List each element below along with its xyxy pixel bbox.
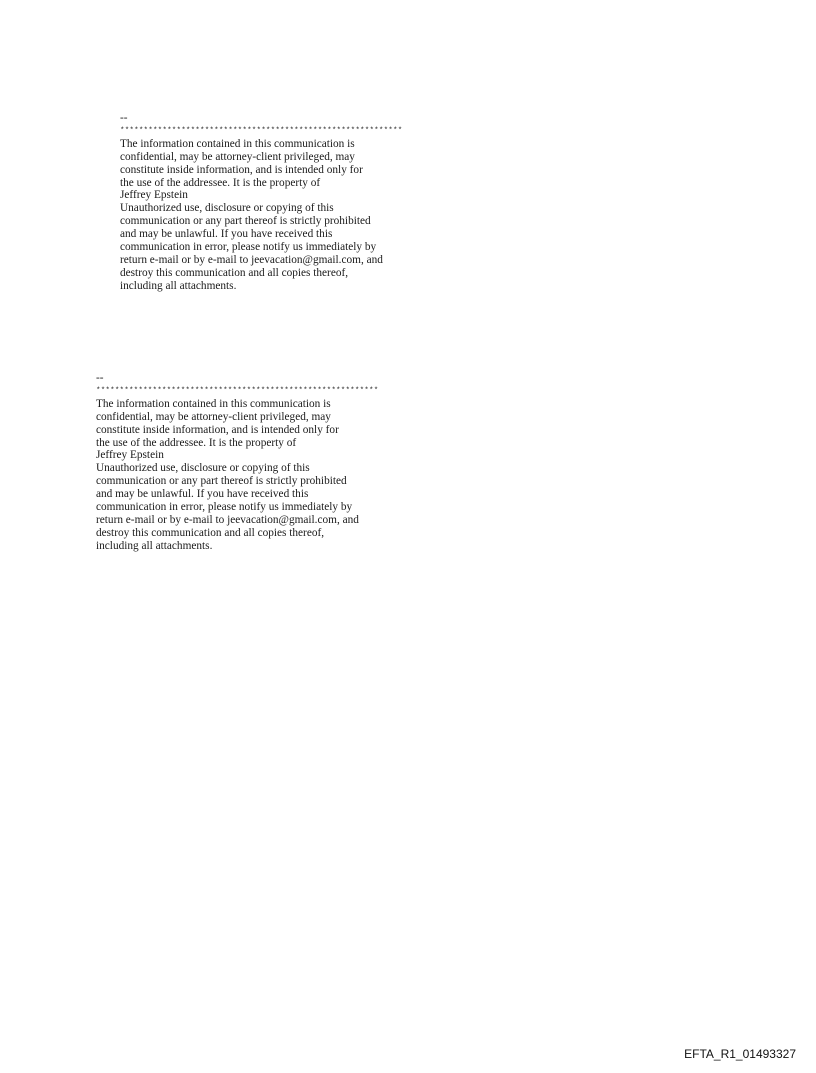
disclaimer-line: communication or any part thereof is strictly prohibited [96,475,347,488]
disclaimer-line: Jeffrey Epstein [120,189,188,202]
disclaimer-line: including all attachments. [120,279,237,292]
disclaimer-line: communication or any part thereof is strictly prohibited [120,215,371,228]
disclaimer-line: destroy this communication and all copies thereof, [120,266,349,279]
disclaimer-line: destroy this communication and all copies thereof, [96,526,325,539]
document-id: EFTA_R1_01493327 [684,1047,796,1061]
disclaimer-line: return e-mail or by e-mail to jeevacation@gmail.com, and [120,253,383,266]
separator-stars: ************************************************************ [120,126,403,135]
disclaimer-line: and may be unlawful. If you have received this [96,488,309,501]
disclaimer-block [96,372,378,553]
disclaimer-line: constitute inside information, and is intended only for [96,423,339,436]
disclaimer-line: return e-mail or by e-mail to jeevacation@gmail.com, and [96,513,359,526]
disclaimer-line: and may be unlawful. If you have received this [120,228,333,241]
disclaimer-line: including all attachments. [96,539,213,552]
disclaimer-line: The information contained in this communication is [120,137,355,150]
disclaimer-line: the use of the addressee. It is the property of [120,176,321,189]
disclaimer-line: The information contained in this communication is [96,397,331,410]
disclaimer-line: constitute inside information, and is intended only for [120,163,363,176]
disclaimer-line: communication in error, please notify us immediately by [120,241,377,254]
disclaimer-line: Jeffrey Epstein [96,449,164,462]
disclaimer-block [120,112,402,293]
separator-dashes: -- [120,112,128,124]
disclaimer-line: communication in error, please notify us immediately by [96,501,353,514]
separator-stars: ************************************************************ [96,386,379,395]
disclaimer-line: confidential, may be attorney-client privileged, may [120,150,355,163]
disclaimer-line: Unauthorized use, disclosure or copying of this [96,462,310,475]
separator-dashes: -- [96,372,104,384]
disclaimer-line: the use of the addressee. It is the property of [96,436,297,449]
disclaimer-line: confidential, may be attorney-client privileged, may [96,410,331,423]
disclaimer-line: Unauthorized use, disclosure or copying of this [120,202,334,215]
